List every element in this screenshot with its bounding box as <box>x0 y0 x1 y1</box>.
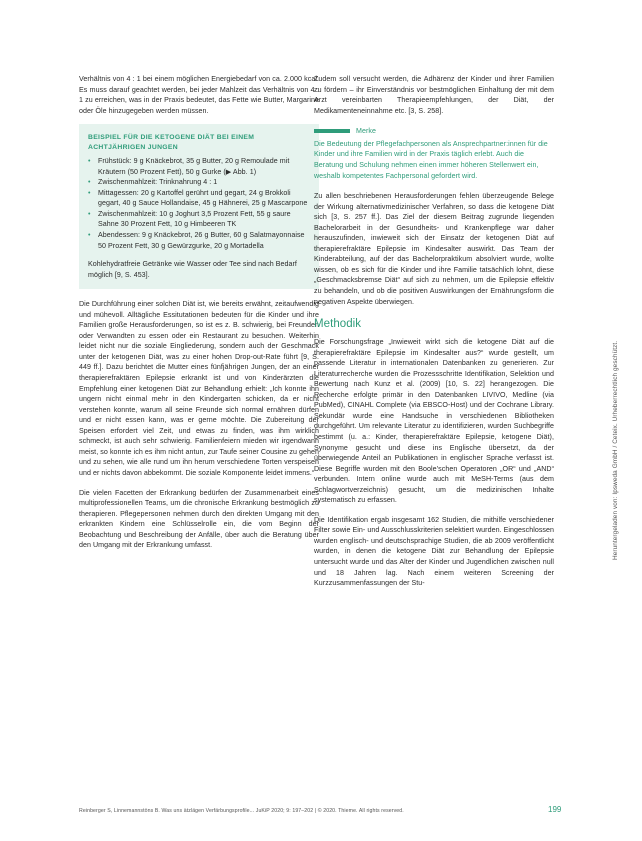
right-column <box>314 74 554 589</box>
example-item-text: Mittagessen: 20 g Kartoffel gerührt und gegart, 24 g Brokkoli gegart, 40 g Sauce Hollandaise, 45 g Hähnerei, 25 g Mascarpone <box>98 188 308 208</box>
note-label: Merke <box>356 127 376 136</box>
body-paragraph: Die vielen Facetten der Erkrankung bedürfen der Zusammenarbeit eines multiprofessionellen Teams, um die chronische Erkrankung bestmöglich zu therapieren. Pflegepersonen nehmen durch den direkten Umgang mit den erkrankten Kindern eine Schlüsselrolle ein, die vom Beginn der Beobachtung und Beschreibung der Anfälle, über auch die Beratung über den Umgang mit der Erkrankung umfasst. <box>79 488 319 550</box>
footer-citation: Reinberger S, Linnemannstöns B. Was uns ätzlägen Verfärbungsprofile... JuKiP 2020; 9: 197–202 | © 2020. Thieme. All rights reserved. <box>79 808 404 814</box>
example-list <box>88 156 311 251</box>
note-block <box>314 126 554 181</box>
example-box-note: Kohlehydratfreie Getränke wie Wasser oder Tee sind nach Bedarf möglich [9, S. 453]. <box>88 260 297 279</box>
example-item <box>88 177 311 188</box>
section-heading: Methodik <box>314 318 362 331</box>
bullet-icon: • <box>88 231 91 240</box>
note-header <box>314 126 554 137</box>
example-item <box>88 188 311 209</box>
example-item-text: Frühstück: 9 g Knäckebrot, 35 g Butter, 20 g Remoulade mit Kräutern (50 Prozent Fett), 50 g Gurke (▶ Abb. 1) <box>98 157 290 176</box>
example-item <box>88 209 311 230</box>
body-paragraph: Die Durchführung einer solchen Diät ist, wie bereits erwähnt, zeitaufwendig und mühevoll. Alltägliche Essitutationen bedeuten für die Kinder und ihre Familien große Herausforderungen, so ist es z. B. schwierig, bei Freunden oder Verwandten zu essen oder ein Restaurant zu besuchen. Weiterhin leidet nicht nur die soziale Eingliederung, sondern auch der Geschmack unter der ketogenen Diät, was zu einer hohen Drop-out-Rate führt [9, S. 449 ff.]. Dazu berichtet die Mutter eines fünfjährigen Jungen, der an einer therapierefraktären Epilepsie erkrankt ist und von Kinderärzten die Empfehlung einer ketogenen Diät zur Behandlung erhielt: „Ich konnte ihn ungern nicht einmal mehr in den Kindergarten schicken, da er nicht verstehen konnte, warum all seine Freunde sich normal ernähren dürfen und er nicht essen kann, was er gerne möchte. Die Zubereitung der Speisen erfordert viel Zeit, und etwas zu finden, was ihm wirklich schmeckt, ist auch sehr schwierig. Familienfeiern mieden wir irgendwann meist, so konnte ich es ihm nicht antun, zur Taufe seiner Cousine zu gehen und zu sehen, wie alle rund um ihn herum verschiedene Torten verspeisen und er nichts davon abbekommt. Die soziale Komponente leidet immens.“ <box>79 300 319 477</box>
bullet-icon: • <box>88 178 91 187</box>
body-paragraph: Zu allen beschriebenen Herausforderungen fehlen überzeugende Belege der Wirkung alternativmedizinischer Verfahren, so dass die ketogene Diät sich [3, S. 257 ff.]. Das Ziel der diesem Beitrag zugrunde liegenden Bachelorarbeit in der Gesundheits- und Krankenpflege war daher herauszufinden, inwieweit sich der Einsatz der ketogenen Diät auf therapierefraktäre Epilepsie im Kindesalter auswirkt. Das Team der Kinderabteilung, auf der das Bachelorpraktikum absolviert wurde, wollte wissen, ob es sich für die Kinder und ihre Familie tatsächlich lohnt, diese „Geschmacksbremse Diät“ auf sich zu nehmen, um die Epilepsie effektiv zu behandeln, und ob die positiven Auswirkungen der Ernährungsform die negativen Aspekte überwiegen. <box>314 192 554 306</box>
body-paragraph: Die Identifikation ergab insgesamt 162 Studien, die mithilfe verschiedener Filter sowie Ein- und Ausschlusskriterien selektiert wurden. Eingeschlossen wurden englisch- und deutschsprachige Studien, die ab 2009 veröffentlicht wurden, in denen die ketogene Diät zur Behandlung der Epilepsie untersucht wurde und das Alter der Kinder und Jugendlichen zwischen null und 18 Jahren lag. Nach einem weiteren Screening der Kurzzusammenfassungen der Stu- <box>314 515 554 588</box>
example-item-text: Abendessen: 9 g Knäckebrot, 26 g Butter, 60 g Salatmayonnaise 50 Prozent Fett, 30 g Gewürzgurke, 20 g Mortadella <box>98 231 305 250</box>
note-text: Die Bedeutung der Pflegefachpersonen als Ansprechpartner:innen für die Kinder und ihre Familien wird in der Praxis täglich erlebt. Auch die Beratung und Schulung nehmen einen immer höheren Stellenwert ein, weshalb kompetentes Fachpersonal gefordert wird. <box>314 139 548 180</box>
example-item <box>88 230 311 251</box>
intro-paragraph: Verhältnis von 4 : 1 bei einem möglichen Energiebedarf von ca. 2.000 kcal. Es muss darauf geachtet werden, bei jeder Mahlzeit das Verhältnis von 4 : 1 zu erreichen, was in der Praxis bedeutet, das Fette wie Butter, Margarine oder Öle hinzugegeben werden müssen. <box>79 75 319 115</box>
note-bar-icon <box>314 129 350 133</box>
body-paragraph: Die Forschungsfrage „Inwieweit wirkt sich die ketogene Diät auf die therapierefraktäre Epilepsie im Kindesalter aus?“ wurde gestellt, um passende Literatur in internationalen Datenbanken zu generieren. Zur Literaturrecherche wurden die Prozessschritte Identifikation, Selektion und Bewertung nach Kunz et al. (2009) [10, S. 22] herangezogen. Die Recherche erfolgte primär in den Datenbanken LIVIVO, Medline (via PubMed), CINAHL Complete (via EBSCO-Host) und der Cochrane Library. Sekundär wurde eine Handsuche in verschiedenen Bibliotheken durchgeführt. Um relevante Literatur zu identifizieren, wurden Suchbegriffe bestimmt (u. a.: Kinder, therapierefraktäre Epilepsie, ketogene Diät), Synonyme gesucht und diese ins Englische übersetzt, da der überwiegende Anteil an Publikationen in englischer Sprache verfasst ist. Diese Begriffe wurden mit den Boole’schen Operatoren „OR“ und „AND“ verbunden. Intern online wurde auch mit MeSH-Terms (aus dem Schlagwortverzeichnis) gesucht, um die medizinischen Inhalte systematisch zu erfassen. <box>314 338 554 505</box>
bullet-icon: • <box>88 209 91 218</box>
bullet-icon: • <box>88 157 91 166</box>
left-column <box>79 74 319 551</box>
example-item-text: Zwischenmahlzeit: 10 g Joghurt 3,5 Prozent Fett, 55 g saure Sahne 30 Prozent Fett, 10 g Himbeeren TK <box>98 209 291 229</box>
page-number: 199 <box>548 805 562 814</box>
example-box <box>79 124 319 289</box>
bullet-icon: • <box>88 188 91 197</box>
example-item-text: Zwischenmahlzeit: Trinknahrung 4 : 1 <box>98 178 218 187</box>
example-item <box>88 156 311 177</box>
download-notice: Heruntergeladen von: Ipsweda GmbH / Ceteix. Urheberrechtlich geschützt. <box>612 340 619 560</box>
example-box-title: BEISPIEL FÜR DIE KETOGENE DIÄT BEI EINEM ACHTJÄHRIGEN JUNGEN <box>88 134 255 152</box>
body-paragraph: Zudem soll versucht werden, die Adhärenz der Kinder und ihrer Familien zu fördern – ihr Einverständnis vor bestmöglichen Einhaltung der mit dem Arzt vereinbarten Therapieempfehlungen, der Diät, der Medikamenteneinnahme etc. [3, S. 258]. <box>314 75 554 115</box>
